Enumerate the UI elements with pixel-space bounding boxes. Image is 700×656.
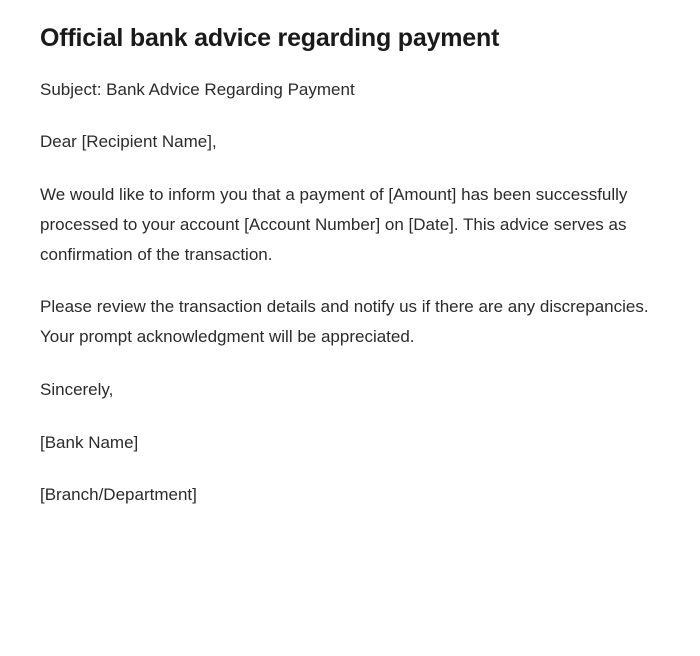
page-title: Official bank advice regarding payment bbox=[40, 24, 500, 52]
paragraph-salutation: Dear [Recipient Name], bbox=[40, 132, 217, 152]
paragraph-payment-notice: We would like to inform you that a payment of [Amount] has been successfully processed to your account [Account Number] on [Date]. This advice serves as confirmation of the transaction. bbox=[40, 185, 628, 264]
paragraph-branch-department: [Branch/Department] bbox=[40, 485, 197, 505]
paragraph-review-request: Please review the transaction details and notify us if there are any discrepancies. Your prompt acknowledgment will be appreciated. bbox=[40, 297, 649, 346]
paragraph-closing: Sincerely, bbox=[40, 379, 114, 399]
paragraph-bank-name: [Bank Name] bbox=[40, 432, 139, 452]
paragraph-subject: Subject: Bank Advice Regarding Payment bbox=[40, 79, 355, 99]
